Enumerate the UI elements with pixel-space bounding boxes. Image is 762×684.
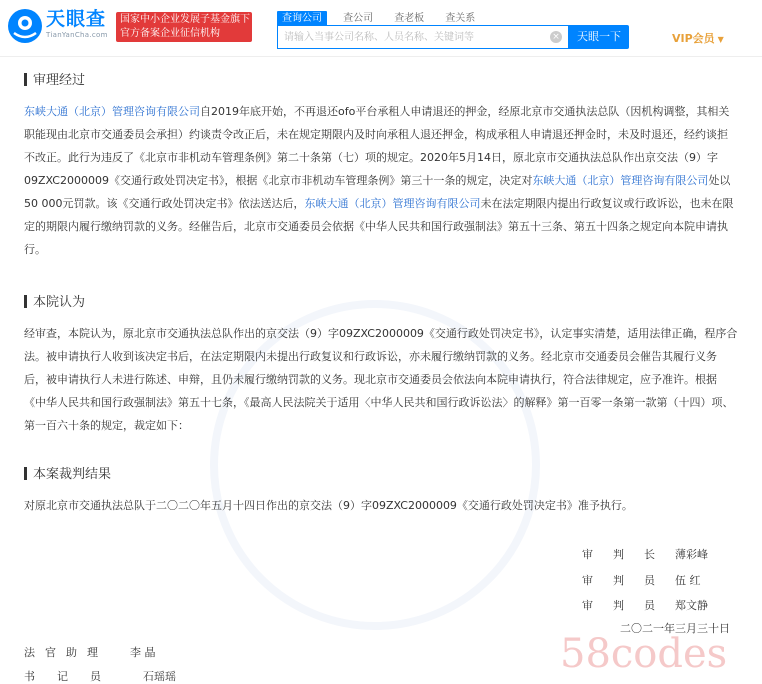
clerk-row <box>24 670 176 684</box>
site-watermark: 58codes <box>560 631 728 677</box>
review-text-1: 自2019年底开始，不再退还ofo平台承租人申请退还的押金，经原北京市交通执法总队（因机构调整，其相关职能现由北京市交通委员会承担）约谈责令改正后，未在规定期限内及时向承租人退还押金，构成承租人申请退还押金时，未及时退还，经约谈拒不改正。此行为违反了《北京市非机动车管理条例》第二十条第（七）项的规定。2020年5月14日，原北京市交通执法总队作出京交法（9）字09ZXC2000009《交通行政处罚决定书》，根据《北京市非机动车管理条例》第三十一条的规定，决定对 <box>24 105 730 187</box>
section-opinion-title <box>24 294 85 312</box>
vip-menu[interactable] <box>672 30 724 46</box>
brand[interactable] <box>46 8 108 40</box>
ruling-date: 二〇二一年三月三十日 <box>620 622 730 635</box>
judge-row <box>582 548 708 562</box>
search-box <box>277 25 569 49</box>
judge-name: 郑文静 <box>675 599 708 612</box>
judge-role: 审判员 <box>582 574 675 587</box>
company-link[interactable]: 东峡大通（北京）管理咨询有限公司 <box>24 105 200 118</box>
judge-role: 审判长 <box>582 548 675 561</box>
tianyancha-logo-icon[interactable] <box>8 9 42 43</box>
section-review-label: 审理经过 <box>33 73 86 88</box>
section-bar <box>24 467 27 480</box>
brand-name: 天眼查 <box>46 8 107 30</box>
clerk-row <box>24 646 156 660</box>
tab-query-company[interactable]: 查询公司 <box>277 11 327 27</box>
section-bar <box>24 73 27 86</box>
verdict-paragraph: 对原北京市交通执法总队于二〇二〇年五月十四日作出的京交法（9）字09ZXC2000009《交通行政处罚决定书》准予执行。 <box>24 499 633 512</box>
section-review-title <box>24 72 85 90</box>
top-header <box>0 0 762 57</box>
clear-icon[interactable]: × <box>550 31 562 43</box>
section-verdict-title <box>24 466 111 484</box>
tab-check-relation[interactable]: 查关系 <box>445 13 476 24</box>
search-input[interactable] <box>284 30 544 44</box>
judge-role: 审判员 <box>582 599 675 612</box>
judge-name: 薄彩峰 <box>675 548 708 561</box>
brand-domain: TianYanCha.com <box>46 31 108 39</box>
opinion-paragraph: 经审查，本院认为，原北京市交通执法总队作出的京交法（9）字09ZXC2000009《交通行政处罚决定书》，认定事实清楚，适用法律正确，程序合法。被申请执行人收到该决定书后，在法定期限内未提出行政复议和行政诉讼，亦未履行缴纳罚款的义务。经北京市交通委员会催告其履行义务后，被申请执行人未进行陈述、申辩，且仍未履行缴纳罚款的义务。现北京市交通委员会依法向本院申请执行，符合法律规定，应予准许。根据《中华人民共和国行政强制法》第五十七条，《最高人民法院关于适用〈中华人民共和国行政诉讼法〉的解释》第一百零一条第一款第（十四）项、第一百六十条的规定，裁定如下： <box>24 327 738 432</box>
section-bar <box>24 295 27 308</box>
review-text-3: 未在法定期限内提出行政复议或行政诉讼，也未在限定的期限内履行缴纳罚款的义务。经催告后，北京市交通委员会依据《中华人民共和国行政强制法》第五十三条、第五十四条之规定向本院申请执行。 <box>24 197 734 256</box>
judge-row <box>582 574 701 588</box>
tab-check-company[interactable]: 查公司 <box>343 13 374 24</box>
judge-name: 伍 红 <box>675 574 701 587</box>
credential-badge <box>116 12 252 42</box>
section-opinion-label: 本院认为 <box>33 295 86 310</box>
chevron-down-icon: ▼ <box>717 35 724 44</box>
company-link[interactable]: 东峡大通（北京）管理咨询有限公司 <box>532 174 709 187</box>
clerk-role: 法官助理 <box>24 646 108 659</box>
section-verdict-label: 本案裁判结果 <box>33 467 112 482</box>
company-link[interactable]: 东峡大通（北京）管理咨询有限公司 <box>304 197 481 210</box>
judge-row <box>582 599 708 613</box>
review-text-2: 处以50 000元罚款。该《交通行政处罚决定书》依法送达后， <box>24 174 731 210</box>
search-button[interactable]: 天眼一下 <box>569 25 629 49</box>
badge-line-2: 官方备案企业征信机构 <box>120 28 220 39</box>
clerk-role: 书记员 <box>24 670 123 683</box>
review-paragraph <box>24 100 738 261</box>
search-tabs <box>277 6 486 24</box>
tab-check-boss[interactable]: 查老板 <box>394 13 425 24</box>
badge-line-1: 国家中小企业发展子基金旗下 <box>120 14 250 25</box>
clerk-name: 石瑶瑶 <box>143 670 176 683</box>
vip-label: VIP会员 <box>672 32 715 45</box>
clerk-name: 李 晶 <box>130 646 156 659</box>
